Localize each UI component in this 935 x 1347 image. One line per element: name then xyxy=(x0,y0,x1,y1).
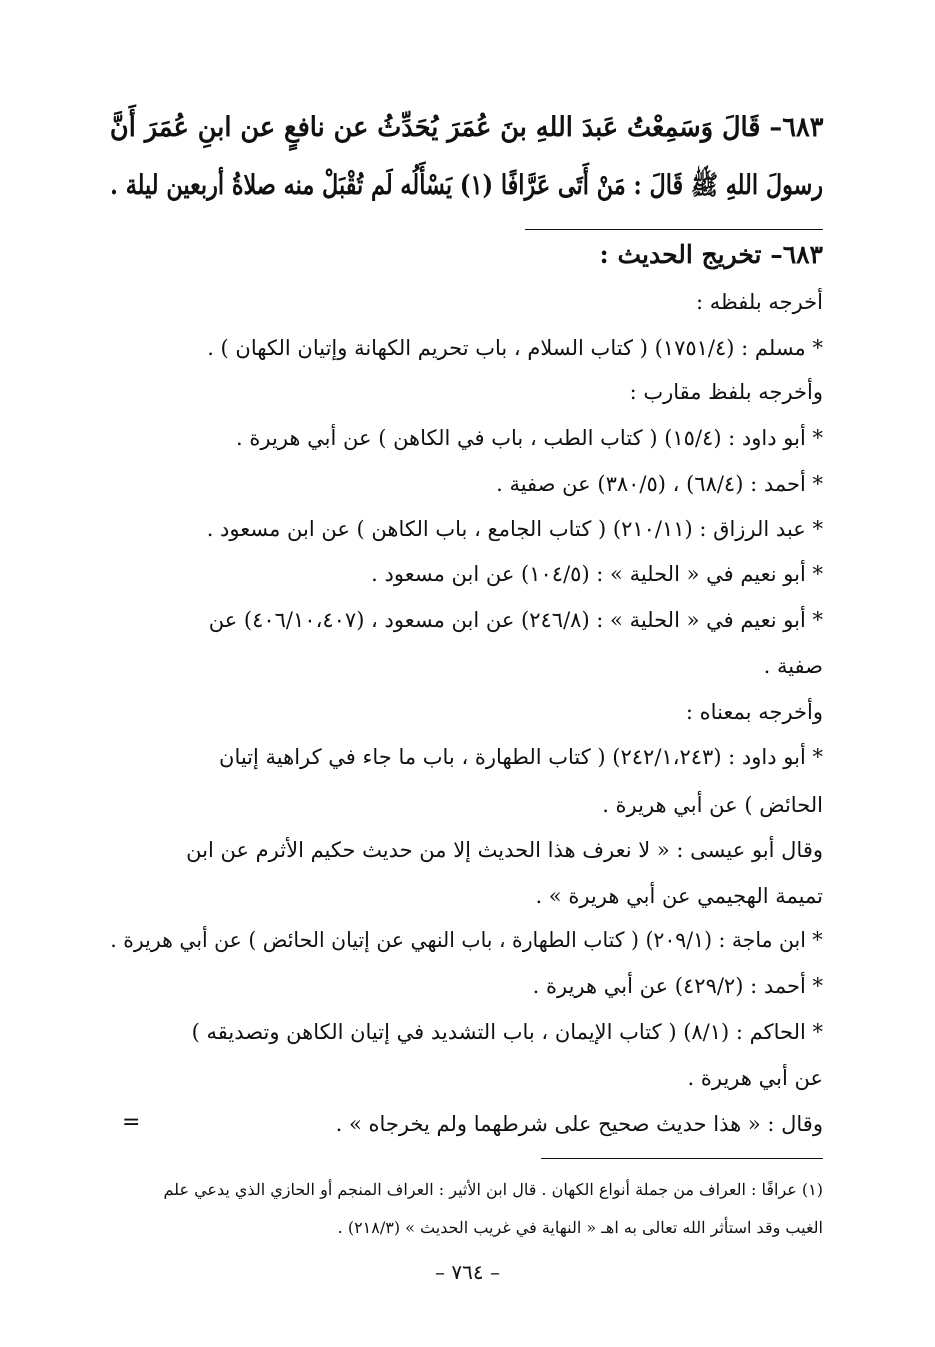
takhrij-line: وقال : « هذا حديث صحيح على شرطهما ولم يخرجاه » . xyxy=(335,1112,823,1136)
takhrij-line: * ابن ماجة : (٢٠٩/١) ( كتاب الطهارة ، باب النهي عن إتيان الحائض ) عن أبي هريرة . xyxy=(110,928,823,952)
takhrij-line: وأخرجه بلفظ مقارب : xyxy=(629,380,823,404)
footnote-line-1: (١) عرافًا : العراف من جملة أنواع الكهان . قال ابن الأثير : العراف المنجم أو الحازي الذي يدعي علم xyxy=(163,1180,823,1199)
takhrij-line: * الحاكم : (٨/١) ( كتاب الإيمان ، باب التشديد في إتيان الكاهن وتصديقه ) xyxy=(191,1020,823,1044)
takhrij-line: * أحمد : (٤٢٩/٢) عن أبي هريرة . xyxy=(532,974,823,998)
takhrij-line: الحائض ) عن أبي هريرة . xyxy=(602,793,823,817)
hadith-line-2: رسولَ اللهِ ﷺ قَالَ : مَنْ أَتَى عَرَّافًا (١) يَسْأَلُه لَم تُقْبَلْ منه صلاةُ أربعين ليلة . xyxy=(110,170,823,201)
takhrij-line: * أبو داود : (٢٤٢/١،٢٤٣) ( كتاب الطهارة ، باب ما جاء في كراهية إتيان xyxy=(219,745,823,769)
page-number: – ٧٦٤ – xyxy=(435,1260,500,1284)
takhrij-line: * أبو نعيم في « الحلية » : (٢٤٦/٨) عن ابن مسعود ، (٤٠٦/١٠،٤٠٧) عن xyxy=(208,608,823,632)
takhrij-line: عن أبي هريرة . xyxy=(687,1066,823,1090)
takhrij-line: * أبو داود : (١٥/٤) ( كتاب الطب ، باب في الكاهن ) عن أبي هريرة . xyxy=(236,426,823,450)
continuation-mark: = xyxy=(122,1110,141,1135)
takhrij-line: تميمة الهجيمي عن أبي هريرة » . xyxy=(535,884,823,908)
takhrij-line: وقال أبو عيسى : « لا نعرف هذا الحديث إلا من حديث حكيم الأثرم عن ابن xyxy=(186,838,823,862)
hadith-line-1: ٦٨٣– قَالَ وَسَمِعْتُ عَبدَ اللهِ بنَ عُمَرَ يُحَدِّثُ عن نافعٍ عن ابنِ عُمَرَ أَنَّ xyxy=(109,112,823,143)
takhrij-line: * مسلم : (١٧٥١/٤) ( كتاب السلام ، باب تحريم الكهانة وإتيان الكهان ) . xyxy=(207,336,823,360)
takhrij-line: أخرجه بلفظه : xyxy=(696,290,823,314)
takhrij-line: * أبو نعيم في « الحلية » : (١٠٤/٥) عن ابن مسعود . xyxy=(371,562,823,586)
takhrij-line: صفية . xyxy=(763,654,823,678)
footnote-line-2: الغيب وقد استأثر الله تعالى به اهـ « النهاية في غريب الحديث » (٢١٨/٣) . xyxy=(337,1218,823,1237)
takhrij-line: * عبد الرزاق : (٢١٠/١١) ( كتاب الجامع ، باب الكاهن ) عن ابن مسعود . xyxy=(206,517,823,541)
takhrij-heading: ٦٨٣– تخريج الحديث : xyxy=(599,240,823,269)
hadith-separator xyxy=(525,229,823,230)
takhrij-line: * أحمد : (٦٨/٤) ، (٣٨٠/٥) عن صفية . xyxy=(496,472,823,496)
footnote-separator xyxy=(541,1158,823,1159)
takhrij-line: وأخرجه بمعناه : xyxy=(685,700,823,724)
